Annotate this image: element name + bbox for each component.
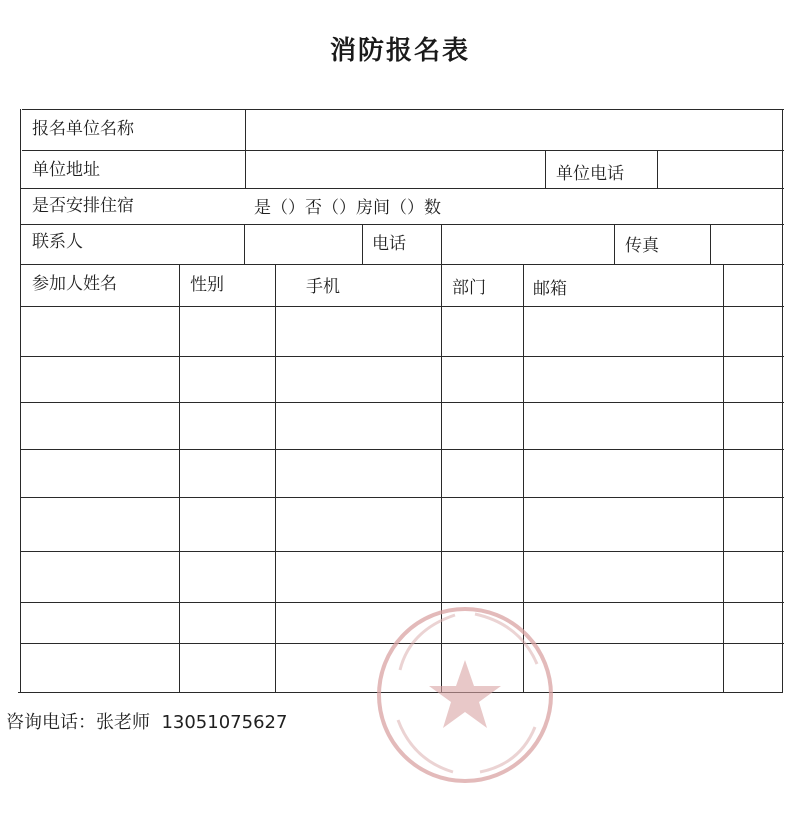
table-border-top: [22, 109, 784, 110]
official-seal-icon: [370, 600, 560, 790]
consultation-line: [6, 708, 287, 734]
row-divider-8: [20, 449, 784, 450]
col-header-name: 参加人姓名: [32, 274, 117, 294]
fax-left-divider: [614, 224, 615, 264]
unit-name-divider: [245, 109, 246, 150]
table-border-right: [782, 109, 783, 693]
contact-label: 联系人: [32, 232, 83, 252]
col-header-email: 邮箱: [533, 279, 567, 299]
col-header-department: 部门: [452, 278, 486, 298]
fax-label: 传真: [625, 236, 659, 256]
contact-teacher-name: 张老师: [96, 712, 150, 733]
consult-label: 咨询电话：: [6, 712, 96, 733]
row-divider-7: [20, 402, 784, 403]
col-divider-email: [723, 264, 724, 693]
row-divider-6: [20, 356, 784, 357]
form-title: 消防报名表: [329, 36, 470, 66]
unit-address-label: 单位地址: [32, 160, 100, 180]
col-header-mobile: 手机: [306, 277, 340, 297]
col-header-gender: 性别: [190, 275, 224, 295]
row-divider-4: [20, 264, 784, 265]
table-border-left: [20, 109, 21, 693]
row-divider-2: [20, 188, 784, 189]
row-divider-1: [22, 150, 784, 151]
unit-phone-label: 单位电话: [556, 164, 624, 184]
row-divider-10: [20, 551, 784, 552]
row-divider-5: [20, 306, 784, 307]
unit-phone-right-divider: [657, 150, 658, 188]
lodging-options: 是（）否（）房间（）数: [254, 198, 441, 218]
unit-name-label: 报名单位名称: [32, 119, 134, 139]
phone-left-divider: [362, 224, 363, 264]
contact-divider: [244, 224, 245, 264]
row-divider-9: [20, 497, 784, 498]
unit-phone-left-divider: [545, 150, 546, 188]
col-divider-gender: [275, 264, 276, 693]
contact-phone-number: 13051075627: [161, 712, 288, 733]
col-divider-name: [179, 264, 180, 693]
address-divider: [245, 150, 246, 188]
lodging-label: 是否安排住宿: [32, 196, 134, 216]
fax-right-divider: [710, 224, 711, 264]
phone-label: 电话: [372, 234, 406, 254]
phone-right-divider: [441, 224, 442, 264]
row-divider-3: [20, 224, 784, 225]
